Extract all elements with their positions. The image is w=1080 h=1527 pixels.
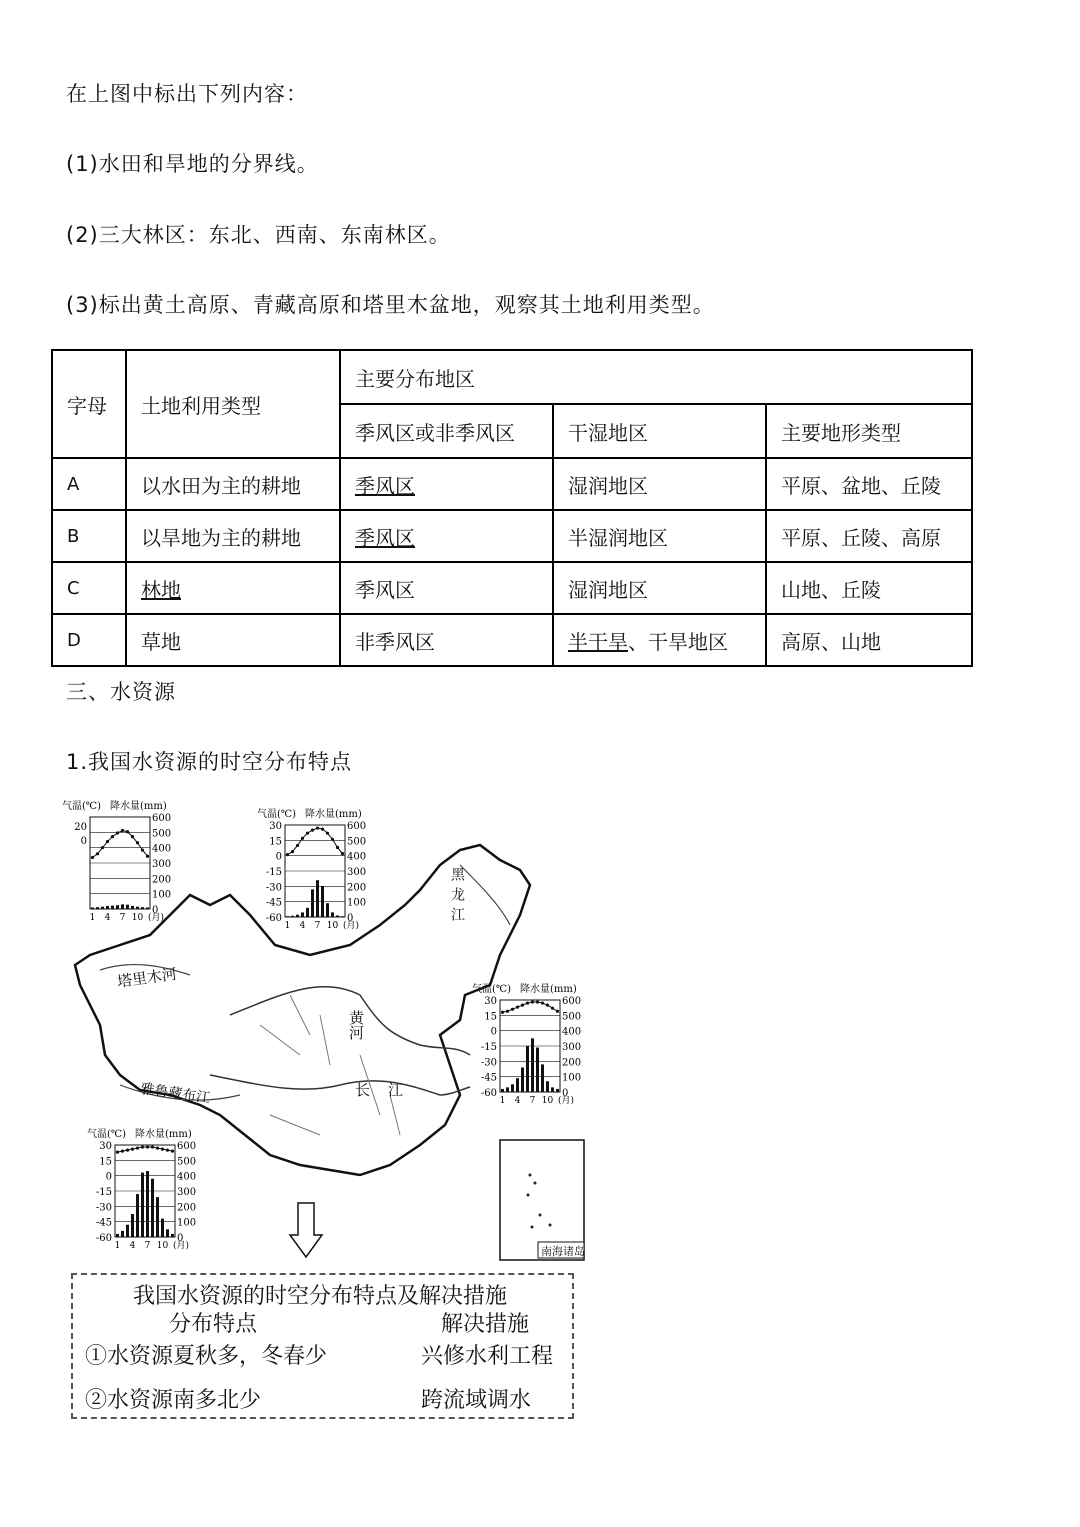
temp-tick-label: -30 bbox=[95, 1202, 112, 1214]
cell-terrain: 平原、丘陵、高原 bbox=[766, 510, 972, 562]
precip-bar bbox=[556, 1089, 559, 1092]
month-tick-label: 10 bbox=[131, 913, 144, 923]
climate-chart bbox=[257, 807, 366, 931]
box-feature-1: ①水资源夏秋多，冬春少 bbox=[85, 1344, 328, 1369]
temp-tick-label: -45 bbox=[480, 1072, 497, 1084]
cell-type: 草地 bbox=[126, 614, 340, 666]
precip-bar bbox=[286, 916, 289, 917]
climate-chart bbox=[87, 1127, 196, 1251]
cell-terrain: 山地、丘陵 bbox=[766, 562, 972, 614]
prec-tick-label: 500 bbox=[177, 1156, 197, 1168]
intro-text: 在上图中标出下列内容： bbox=[66, 82, 308, 106]
box-measure-2: 跨流域调水 bbox=[421, 1388, 532, 1413]
cell-letter: A bbox=[52, 458, 126, 510]
precip-bar bbox=[121, 904, 124, 909]
temp-tick-label: 30 bbox=[269, 821, 282, 832]
precip-bar bbox=[121, 1231, 124, 1237]
month-tick-label: 10 bbox=[326, 921, 339, 931]
box-col2-heading: 解决措施 bbox=[441, 1312, 530, 1337]
temp-axis-label: 气温(℃) bbox=[472, 984, 511, 995]
precip-bar bbox=[551, 1087, 554, 1092]
precip-bar bbox=[146, 907, 149, 909]
prec-tick-label: 400 bbox=[562, 1026, 582, 1038]
prec-tick-label: 600 bbox=[347, 821, 367, 832]
prec-axis-label: 降水量(mm) bbox=[110, 801, 167, 812]
header-region: 主要分布地区 bbox=[340, 350, 972, 404]
temp-tick-label: 0 bbox=[275, 851, 282, 863]
month-axis-label: (月) bbox=[558, 1096, 575, 1106]
prec-tick-label: 0 bbox=[347, 913, 354, 924]
month-axis-label: (月) bbox=[148, 913, 165, 923]
precip-bar bbox=[91, 907, 94, 909]
cell-terrain: 平原、盆地、丘陵 bbox=[766, 458, 972, 510]
precip-bar bbox=[336, 915, 339, 917]
prec-tick-label: 600 bbox=[177, 1141, 197, 1152]
china-water-map bbox=[60, 795, 600, 1265]
temp-tick-label: -30 bbox=[480, 1057, 497, 1069]
temp-tick-label: -15 bbox=[480, 1042, 497, 1053]
precip-bar bbox=[141, 1173, 144, 1237]
prec-tick-label: 300 bbox=[347, 867, 367, 878]
precip-bar bbox=[141, 907, 144, 909]
subsection-heading: 1.我国水资源的时空分布特点 bbox=[66, 750, 353, 774]
section-heading: 三、水资源 bbox=[66, 680, 176, 704]
temp-tick-label: -60 bbox=[480, 1088, 497, 1099]
precip-bar bbox=[131, 906, 134, 909]
prec-tick-label: 200 bbox=[347, 882, 367, 894]
header-moisture: 干湿地区 bbox=[553, 404, 766, 458]
temp-tick-label: -15 bbox=[265, 867, 282, 878]
cell-moisture: 半湿润地区 bbox=[553, 510, 766, 562]
precip-bar bbox=[341, 916, 344, 917]
precip-bar bbox=[151, 1179, 154, 1237]
month-tick-label: 4 bbox=[514, 1096, 521, 1106]
precip-bar bbox=[546, 1081, 549, 1092]
temp-axis-label: 气温(℃) bbox=[257, 809, 296, 820]
precip-bar bbox=[161, 1219, 164, 1237]
cell-type: 以旱地为主的耕地 bbox=[126, 510, 340, 562]
precip-bar bbox=[501, 1089, 504, 1092]
precip-bar bbox=[156, 1197, 159, 1237]
cell-letter: D bbox=[52, 614, 126, 666]
label-tarim-river: 塔里木河 bbox=[116, 964, 178, 991]
prec-tick-label: 300 bbox=[177, 1187, 197, 1198]
climate-chart bbox=[472, 982, 581, 1106]
precip-bar bbox=[511, 1084, 514, 1092]
table-row bbox=[52, 510, 972, 562]
cell-moisture: 湿润地区 bbox=[553, 458, 766, 510]
prec-tick-label: 300 bbox=[152, 859, 172, 870]
water-solutions-box bbox=[71, 1273, 574, 1419]
cell-letter: C bbox=[52, 562, 126, 614]
cell-moisture-underlined: 半干旱 bbox=[568, 629, 628, 654]
precip-bar bbox=[326, 903, 329, 917]
temp-tick-label: 30 bbox=[484, 996, 497, 1007]
temp-tick-label: -30 bbox=[265, 882, 282, 894]
item-3: (3)标出黄土高原、青藏高原和塔里木盆地，观察其土地利用类型。 bbox=[66, 293, 715, 317]
precip-bar bbox=[136, 1194, 139, 1237]
cell-monsoon: 季风区 bbox=[340, 562, 553, 614]
temp-tick-label: 0 bbox=[80, 836, 87, 847]
precip-bar bbox=[291, 916, 294, 917]
prec-tick-label: 200 bbox=[152, 874, 172, 886]
land-use-table bbox=[51, 349, 973, 667]
precip-bar bbox=[116, 1234, 119, 1237]
month-tick-label: 4 bbox=[129, 1241, 136, 1251]
precip-bar bbox=[96, 907, 99, 909]
temp-tick-label: -45 bbox=[265, 897, 282, 909]
temp-tick-label: 15 bbox=[269, 836, 282, 848]
header-letter: 字母 bbox=[52, 350, 126, 458]
prec-axis-label: 降水量(mm) bbox=[135, 1129, 192, 1140]
temp-tick-label: 0 bbox=[490, 1026, 497, 1038]
precip-bar bbox=[171, 1234, 174, 1237]
label-heilong-river: 黑龙江 bbox=[449, 867, 465, 927]
prec-tick-label: 300 bbox=[562, 1042, 582, 1053]
cell-monsoon: 季风区 bbox=[355, 525, 415, 550]
down-arrow-icon bbox=[290, 1203, 322, 1257]
item-1: (1)水田和旱地的分界线。 bbox=[66, 152, 319, 176]
month-tick-label: 7 bbox=[529, 1096, 536, 1106]
prec-tick-label: 0 bbox=[177, 1233, 184, 1244]
item-2: (2)三大林区：东北、西南、东南林区。 bbox=[66, 223, 451, 247]
precip-bar bbox=[506, 1087, 509, 1092]
table-row bbox=[52, 562, 972, 614]
precip-bar bbox=[321, 886, 324, 917]
precip-bar bbox=[296, 915, 299, 917]
cell-moisture-rest: 、干旱地区 bbox=[628, 629, 728, 654]
table-row bbox=[52, 614, 972, 666]
month-axis-label: (月) bbox=[173, 1241, 190, 1251]
month-tick-label: 10 bbox=[156, 1241, 169, 1251]
label-yellow-river: 黄河 bbox=[347, 1010, 365, 1040]
month-tick-label: 1 bbox=[89, 913, 96, 923]
prec-tick-label: 0 bbox=[152, 905, 159, 916]
month-tick-label: 1 bbox=[284, 921, 291, 931]
precip-bar bbox=[166, 1229, 169, 1237]
temp-axis-label: 气温(℃) bbox=[62, 801, 101, 812]
precip-bar bbox=[126, 1225, 129, 1237]
cell-moisture bbox=[553, 614, 766, 666]
month-tick-label: 1 bbox=[114, 1241, 121, 1251]
box-title: 我国水资源的时空分布特点及解决措施 bbox=[133, 1284, 508, 1309]
label-inset: 南海诸岛 bbox=[541, 1245, 585, 1258]
precip-bar bbox=[136, 907, 139, 909]
header-type: 土地利用类型 bbox=[126, 350, 340, 458]
month-tick-label: 7 bbox=[144, 1241, 151, 1251]
cell-terrain: 高原、山地 bbox=[766, 614, 972, 666]
prec-tick-label: 200 bbox=[177, 1202, 197, 1214]
box-col1-heading: 分布特点 bbox=[169, 1312, 258, 1337]
prec-tick-label: 100 bbox=[177, 1217, 197, 1229]
precip-bar bbox=[146, 1171, 149, 1237]
temp-tick-label: -45 bbox=[95, 1217, 112, 1229]
cell-monsoon: 非季风区 bbox=[340, 614, 553, 666]
month-tick-label: 4 bbox=[299, 921, 306, 931]
prec-tick-label: 200 bbox=[562, 1057, 582, 1069]
cell-type: 以水田为主的耕地 bbox=[126, 458, 340, 510]
month-tick-label: 7 bbox=[314, 921, 321, 931]
cell-monsoon: 季风区 bbox=[355, 473, 415, 498]
precip-bar bbox=[116, 905, 119, 909]
prec-tick-label: 100 bbox=[562, 1072, 582, 1084]
prec-tick-label: 500 bbox=[347, 836, 367, 848]
precip-bar bbox=[331, 912, 334, 917]
box-measure-1: 兴修水利工程 bbox=[421, 1344, 554, 1369]
temp-tick-label: 30 bbox=[99, 1141, 112, 1152]
precip-bar bbox=[301, 912, 304, 917]
precip-bar bbox=[536, 1048, 539, 1092]
cell-letter: B bbox=[52, 510, 126, 562]
precip-bar bbox=[316, 880, 319, 917]
label-yangtze-river: 长江 bbox=[355, 1081, 422, 1099]
prec-tick-label: 600 bbox=[562, 996, 582, 1007]
temp-tick-label: -15 bbox=[95, 1187, 112, 1198]
header-terrain: 主要地形类型 bbox=[766, 404, 972, 458]
cell-type: 林地 bbox=[141, 577, 181, 602]
cell-moisture: 湿润地区 bbox=[553, 562, 766, 614]
prec-axis-label: 降水量(mm) bbox=[520, 984, 577, 995]
header-monsoon: 季风区或非季风区 bbox=[340, 404, 553, 458]
table-row bbox=[52, 458, 972, 510]
prec-tick-label: 500 bbox=[562, 1011, 582, 1023]
prec-tick-label: 0 bbox=[562, 1088, 569, 1099]
month-tick-label: 7 bbox=[119, 913, 126, 923]
temp-axis-label: 气温(℃) bbox=[87, 1129, 126, 1140]
prec-tick-label: 100 bbox=[152, 889, 172, 901]
temp-tick-label: 20 bbox=[74, 822, 87, 834]
label-yarlung-river: 雅鲁藏布江 bbox=[139, 1081, 211, 1107]
precip-bar bbox=[541, 1064, 544, 1092]
month-tick-label: 1 bbox=[499, 1096, 506, 1106]
prec-tick-label: 100 bbox=[347, 897, 367, 909]
temp-tick-label: -60 bbox=[265, 913, 282, 924]
temp-tick-label: 0 bbox=[105, 1171, 112, 1183]
month-tick-label: 10 bbox=[541, 1096, 554, 1106]
prec-tick-label: 400 bbox=[177, 1171, 197, 1183]
temp-tick-label: 15 bbox=[484, 1011, 497, 1023]
prec-tick-label: 500 bbox=[152, 828, 172, 840]
precip-bar bbox=[101, 907, 104, 909]
temp-tick-label: -60 bbox=[95, 1233, 112, 1244]
prec-tick-label: 400 bbox=[152, 843, 172, 855]
prec-tick-label: 400 bbox=[347, 851, 367, 863]
prec-tick-label: 600 bbox=[152, 813, 172, 824]
precip-bar bbox=[126, 905, 129, 909]
precip-bar bbox=[531, 1038, 534, 1092]
precip-bar bbox=[521, 1067, 524, 1092]
precip-bar bbox=[106, 906, 109, 909]
month-tick-label: 4 bbox=[104, 913, 111, 923]
precip-bar bbox=[526, 1046, 529, 1092]
precip-bar bbox=[131, 1214, 134, 1237]
climate-chart bbox=[62, 799, 171, 923]
precip-bar bbox=[111, 906, 114, 909]
precip-bar bbox=[306, 908, 309, 917]
box-feature-2: ②水资源南多北少 bbox=[85, 1388, 262, 1413]
prec-axis-label: 降水量(mm) bbox=[305, 809, 362, 820]
month-axis-label: (月) bbox=[343, 921, 360, 931]
precip-bar bbox=[311, 889, 314, 917]
temp-tick-label: 15 bbox=[99, 1156, 112, 1168]
precip-bar bbox=[516, 1078, 519, 1092]
